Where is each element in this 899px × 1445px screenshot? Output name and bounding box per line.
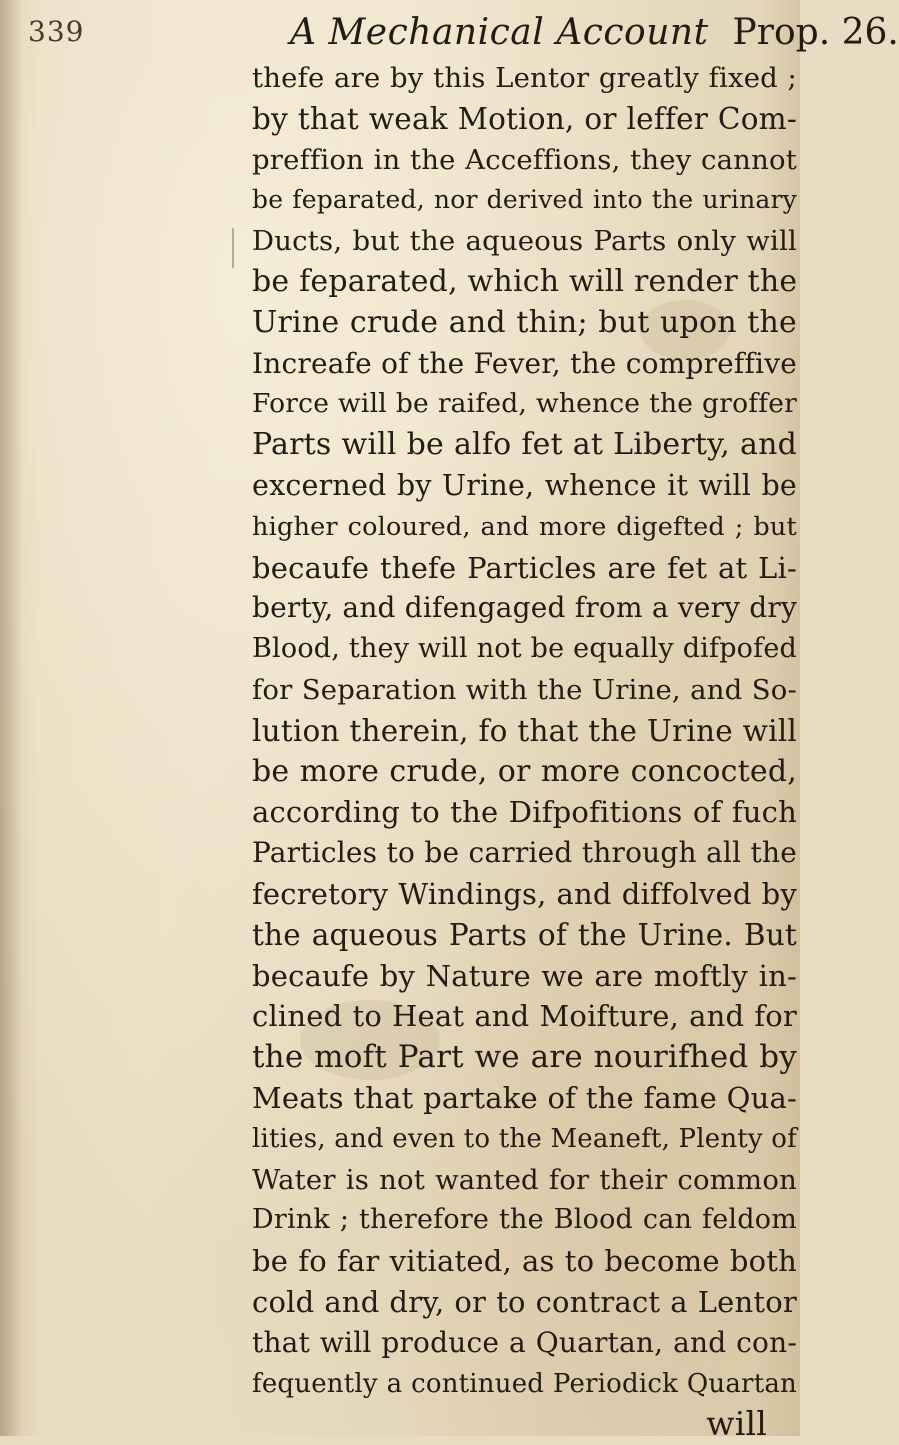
text-line: Force will be raifed, whence the groffer [252, 388, 797, 420]
text-line: Parts will be alfo fet at Liberty, and [252, 427, 797, 463]
text-line: Increafe of the Fever, the compreffive [252, 346, 797, 380]
text-line: be more crude, or more concocted, [252, 753, 797, 789]
text-line: cold and dry, or to contract a Lentor [252, 1284, 797, 1319]
text-line: be fo far vitiated, as to become both [252, 1244, 797, 1279]
running-head-title: A Mechanical Account [290, 12, 709, 53]
text-line: Particles to be carried through all the [252, 836, 797, 870]
running-head-proposition: Prop. 26. [732, 12, 899, 53]
text-line: berty, and difengaged from a very dry [252, 591, 798, 625]
text-line: the aqueous Parts of the Urine. But [252, 917, 797, 952]
text-line: that will produce a Quartan, and con- [252, 1325, 797, 1359]
page-number: 339 [28, 15, 85, 48]
text-line: becaufe thefe Particles are fet at Li- [252, 550, 797, 585]
text-line: lution therein, fo that the Urine will [252, 713, 797, 748]
text-line: be feparated, which will render the [252, 263, 798, 299]
text-line: thefe are by this Lentor greatly fixed ; [252, 62, 797, 94]
text-line: Blood, they will not be equally difpofed [252, 633, 797, 665]
text-line: preffion in the Acceffions, they cannot [252, 143, 797, 176]
margin-mark [232, 228, 234, 268]
text-line: higher coloured, and more digefted ; but [252, 511, 797, 542]
catchword: will [706, 1404, 767, 1444]
text-line: fecretory Windings, and diffolved by [252, 876, 797, 911]
text-line: by that weak Motion, or leffer Com- [252, 101, 797, 136]
text-line: lities, and even to the Meaneft, Plenty of [252, 1123, 797, 1154]
text-line: clined to Heat and Moifture, and for [252, 999, 797, 1034]
text-line: for Separation with the Urine, and So- [252, 673, 797, 706]
text-line: excerned by Urine, whence it will be [252, 468, 797, 502]
text-line: Water is not wanted for their common [252, 1163, 797, 1196]
text-line: the moft Part we are nourifhed by [252, 1039, 797, 1076]
text-line: Ducts, but the aqueous Parts only will [252, 225, 797, 258]
text-line: becaufe by Nature we are moftly in- [252, 958, 797, 993]
body-text [252, 58, 797, 1445]
text-line: Urine crude and thin; but upon the [252, 304, 797, 340]
text-line: Drink ; therefore the Blood can feldom [252, 1204, 797, 1236]
text-line: fequently a continued Periodick Quartan [252, 1368, 797, 1399]
text-line: be feparated, nor derived into the urinary [252, 185, 797, 215]
text-line: according to the Difpofitions of fuch [252, 795, 797, 830]
running-head [290, 10, 899, 56]
text-line: Meats that partake of the fame Qua- [252, 1080, 797, 1115]
